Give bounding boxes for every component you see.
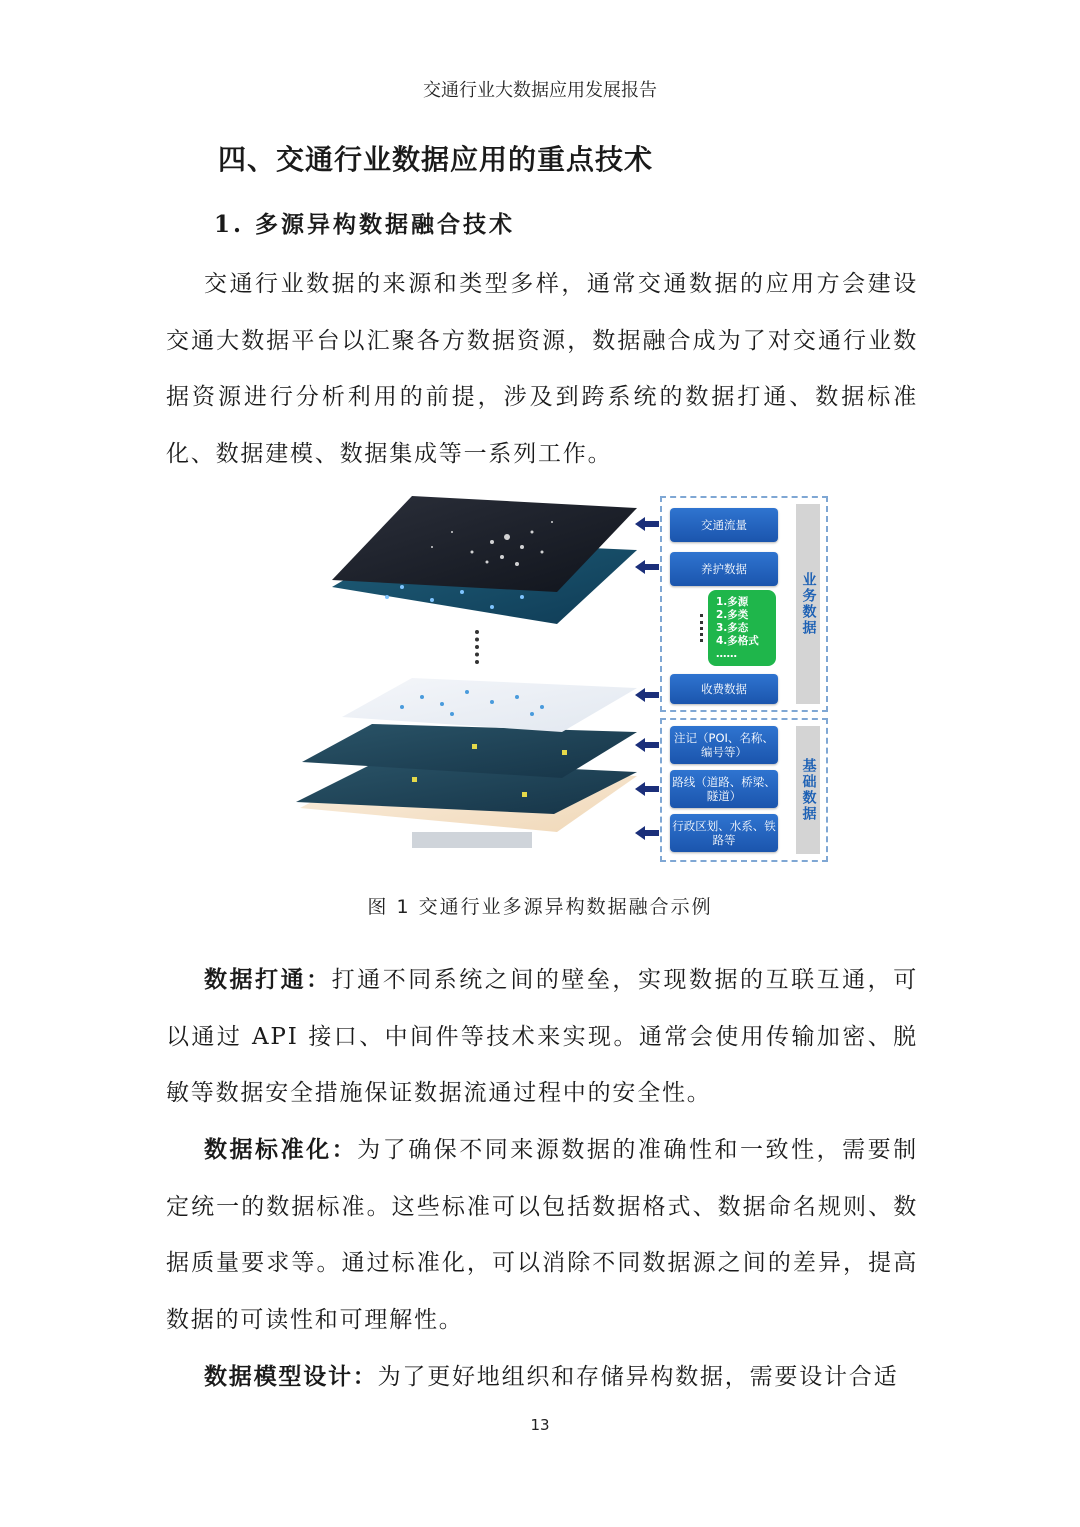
figure-data-fusion xyxy=(292,492,832,864)
business-data-label: 业务数据 xyxy=(796,504,820,704)
section-title: 四、交通行业数据应用的重点技术 xyxy=(218,143,654,176)
basic-data-panel xyxy=(660,718,828,862)
arrow-left-icon xyxy=(635,688,659,702)
paragraph-data-model xyxy=(166,1349,918,1406)
paragraph-text: 为了更好地组织和存储异构数据，需要设计合适 xyxy=(377,1364,899,1390)
layer-annotation xyxy=(342,678,637,732)
traffic-flow-box: 交通流量 xyxy=(670,508,778,542)
annotation-box: 注记（POI、名称、编号等） xyxy=(670,726,778,764)
maintenance-data-box: 养护数据 xyxy=(670,552,778,586)
admin-division-box: 行政区划、水系、铁路等 xyxy=(670,814,778,852)
item-continuation-dots xyxy=(700,614,703,642)
paragraph-lead: 数据打通： xyxy=(204,966,332,993)
feature-line: 1.多源 xyxy=(716,596,749,608)
page-number: 13 xyxy=(530,1416,550,1434)
route-box: 路线（道路、桥梁、隧道） xyxy=(670,770,778,808)
running-header: 交通行业大数据应用发展报告 xyxy=(423,80,657,101)
paragraph-lead: 数据模型设计： xyxy=(204,1363,378,1390)
arrow-left-icon xyxy=(635,517,659,531)
base-plinth xyxy=(412,832,532,848)
paragraph-lead: 数据标准化： xyxy=(204,1136,358,1163)
arrow-left-icon xyxy=(635,560,659,574)
paragraph-data-standardization xyxy=(166,1122,918,1348)
layer-continuation-dots xyxy=(475,630,483,664)
paragraph-data-connection xyxy=(166,952,918,1122)
feature-line: 4.多格式 xyxy=(716,635,759,647)
data-features-box xyxy=(708,590,776,666)
paragraph-text: 为了确保不同来源数据的准确性和一致性，需要制定统一的数据标准。这些标准可以包括数据格式、数据命名规则、数据质量要求等。通过标准化，可以消除不同数据源之间的差异，提高数据的可读性和可理解性。 xyxy=(166,1137,918,1333)
figure-caption: 图 1 交通行业多源异构数据融合示例 xyxy=(367,896,713,918)
feature-line: 3.多态 xyxy=(716,622,749,634)
business-data-panel xyxy=(660,496,828,712)
basic-data-label: 基础数据 xyxy=(796,726,820,854)
subsection-title: 1. 多源异构数据融合技术 xyxy=(214,211,516,238)
toll-data-box: 收费数据 xyxy=(670,674,778,704)
paragraph-text: 打通不同系统之间的壁垒，实现数据的互联互通，可以通过 API 接口、中间件等技术来实现。通常会使用传输加密、脱敏等数据安全措施保证数据流通过程中的安全性。 xyxy=(166,967,919,1106)
map-layers-illustration xyxy=(292,492,637,864)
intro-paragraph: 交通行业数据的来源和类型多样，通常交通数据的应用方会建设交通大数据平台以汇聚各方数据资源，数据融合成为了对交通行业数据资源进行分析利用的前提，涉及到跨系统的数据打通、数据标准化、数据建模、数据集成等一系列工作。 xyxy=(166,271,918,467)
feature-line: 2.多类 xyxy=(716,609,749,621)
arrow-left-icon xyxy=(635,826,659,840)
feature-line: …… xyxy=(716,648,737,660)
arrow-left-icon xyxy=(635,782,659,796)
arrow-left-icon xyxy=(635,738,659,752)
